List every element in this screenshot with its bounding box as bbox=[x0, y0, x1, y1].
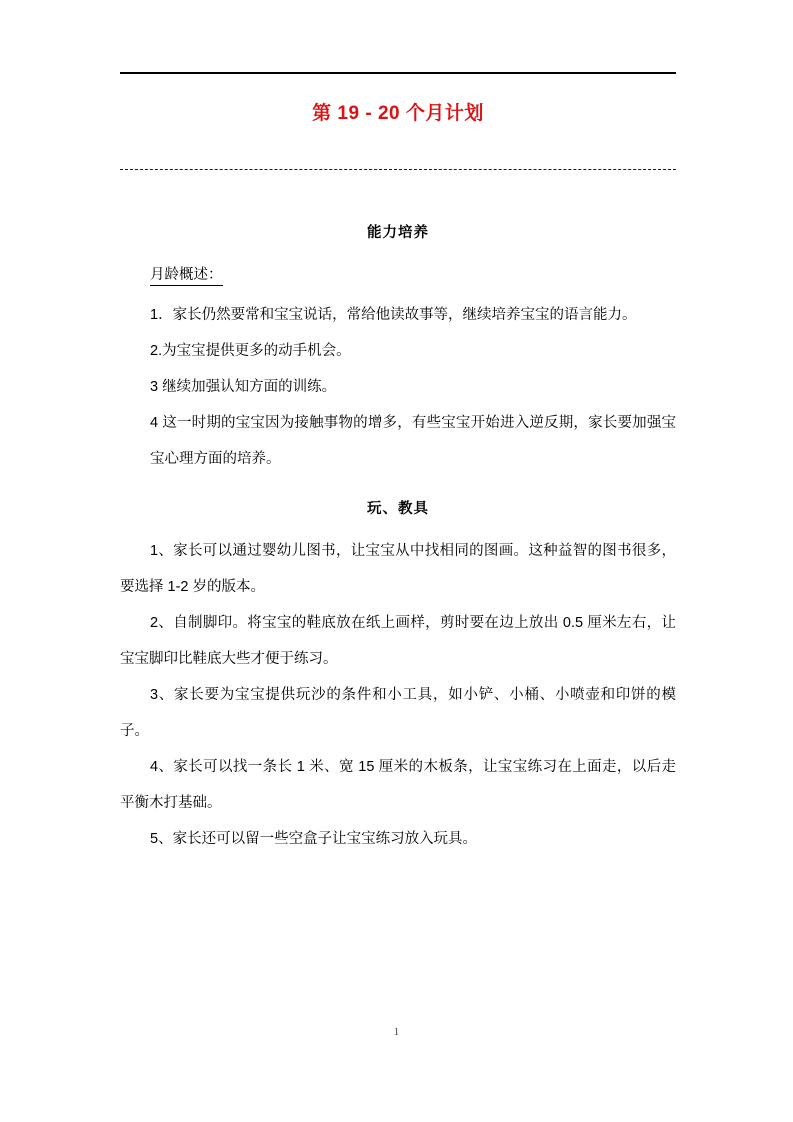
paragraph-toys-5: 5、家长还可以留一些空盒子让宝宝练习放入玩具。 bbox=[150, 831, 478, 847]
paragraph-abilities-4: 4 这一时期的宝宝因为接触事物的增多，有些宝宝开始进入逆反期，家长要加强宝宝心理方面的培养。 bbox=[150, 415, 676, 467]
paragraph-toys-1: 1、家长可以通过婴幼儿图书，让宝宝从中找相同的图画。这种益智的图书很多，要选择 1-2 岁的版本。 bbox=[120, 543, 676, 595]
sub-label-overview bbox=[120, 257, 676, 293]
page-number: 1 bbox=[394, 1027, 399, 1038]
section-heading-abilities: 能力培养 bbox=[367, 225, 429, 241]
section-heading-toys: 玩、教具 bbox=[367, 501, 429, 517]
document-body bbox=[120, 215, 676, 857]
paragraph-toys-2: 2、自制脚印。将宝宝的鞋底放在纸上画样，剪时要在边上放出 0.5 厘米左右，让宝宝脚印比鞋底大些才便于练习。 bbox=[120, 615, 676, 667]
paragraph-toys-4: 4、家长可以找一条长 1 米、宽 15 厘米的木板条，让宝宝练习在上面走，以后走平衡木打基础。 bbox=[120, 759, 676, 811]
paragraph-toys-3: 3、家长要为宝宝提供玩沙的条件和小工具，如小铲、小桶、小喷壶和印饼的模子。 bbox=[120, 687, 676, 739]
sub-label-overview-text: 月龄概述： bbox=[150, 267, 223, 286]
paragraph-abilities-2: 2.为宝宝提供更多的动手机会。 bbox=[150, 343, 351, 359]
header-rule-solid bbox=[120, 72, 676, 74]
paragraph-abilities-3: 3 继续加强认知方面的训练。 bbox=[150, 379, 337, 395]
page-title: 第 19 - 20 个月计划 bbox=[312, 103, 484, 124]
header-rule-dashed bbox=[120, 169, 676, 170]
paragraph-abilities-1: 1．家长仍然要常和宝宝说话，常给他读故事等，继续培养宝宝的语言能力。 bbox=[150, 307, 637, 323]
